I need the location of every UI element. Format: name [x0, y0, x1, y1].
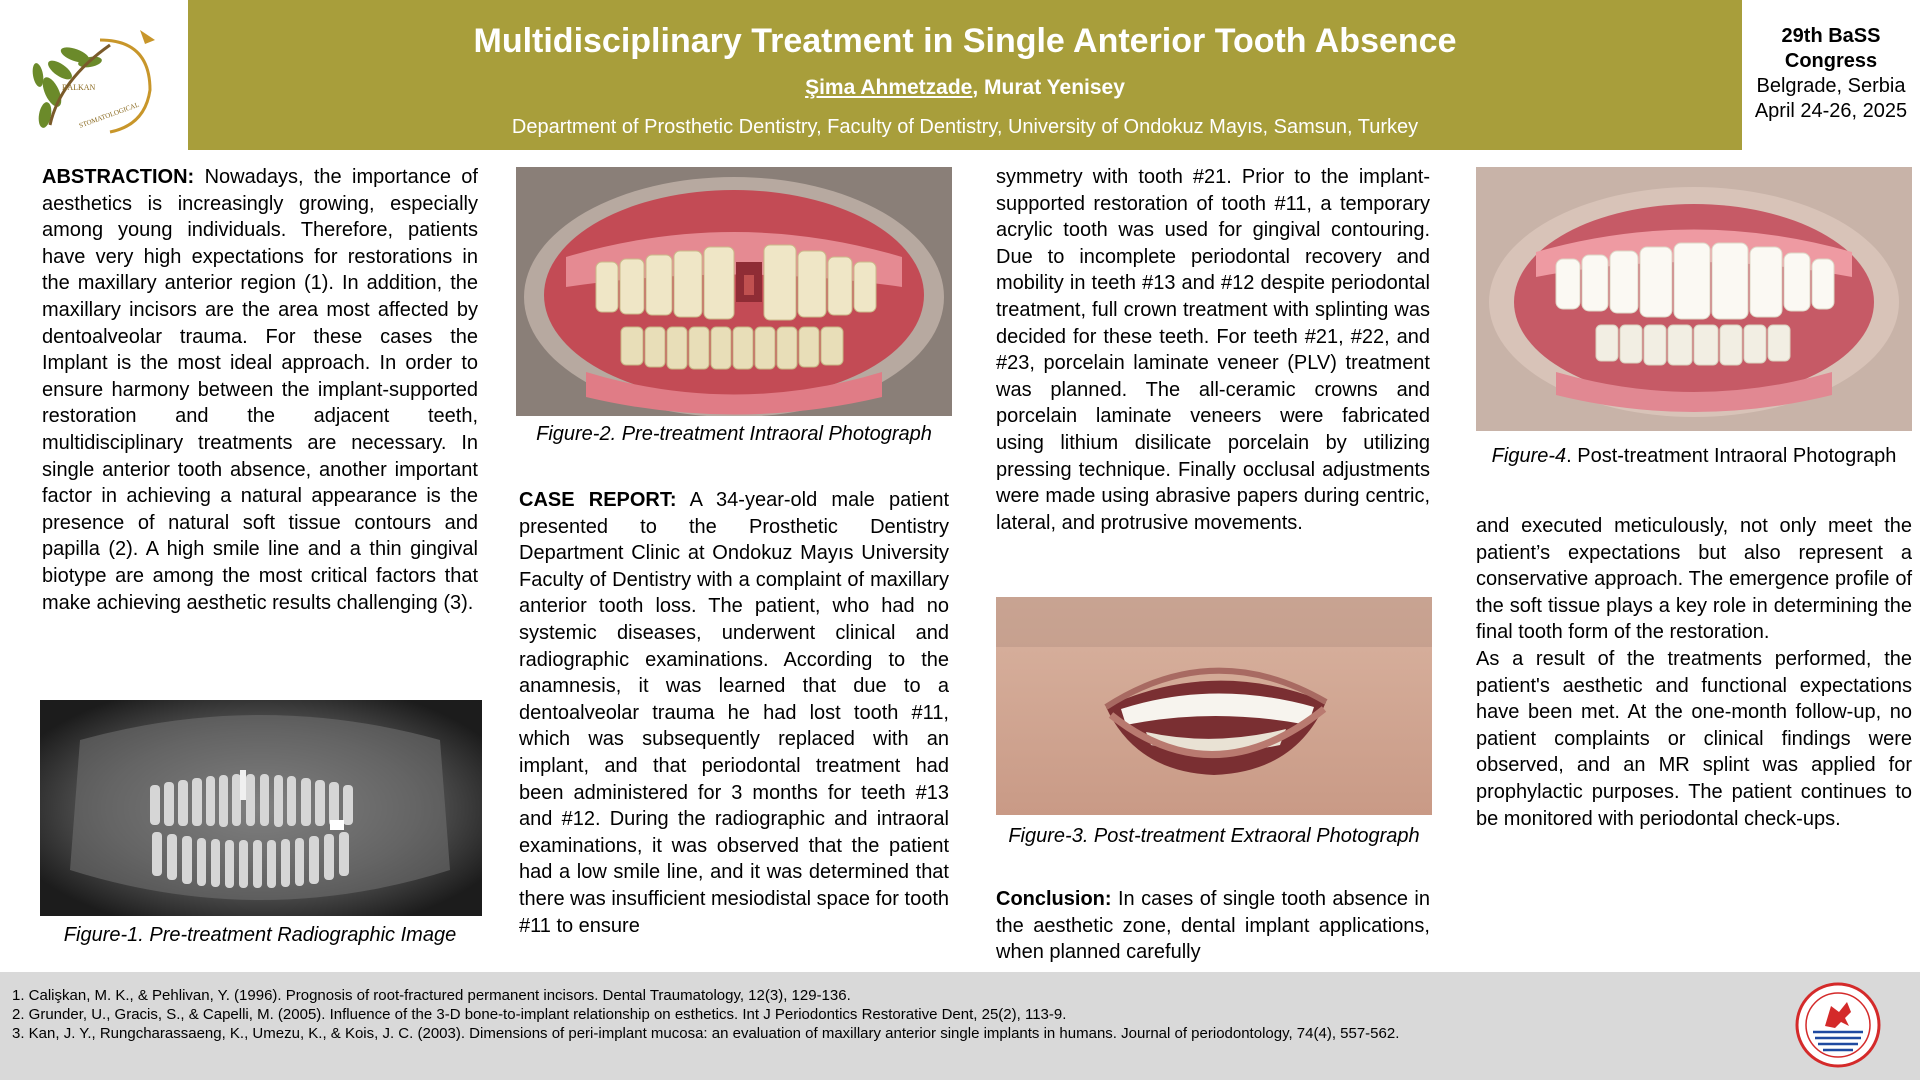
figure-4-caption	[1476, 443, 1912, 469]
svg-text:BALKAN: BALKAN	[62, 83, 96, 92]
balkan-society-logo	[0, 0, 188, 150]
poster-title: Multidisciplinary Treatment in Single Anterior Tooth Absence	[473, 22, 1457, 60]
figure-4-title: . Post-treatment Intraoral Photograph	[1566, 445, 1897, 467]
reference-item: 2. Grunder, U., Gracis, S., & Capelli, M. (2005). Influence of the 3-D bone-to-implant relationship on esthetics. Int J Periodontics Restorative Dent, 25(2), 113-9.	[12, 1006, 1067, 1023]
figure-2-intraoral-photo	[516, 167, 952, 416]
conclusion-continued	[1476, 513, 1912, 832]
figure-1-caption: Figure-1. Pre-treatment Radiographic Image	[63, 924, 457, 946]
abstract-heading: ABSTRACTION:	[42, 166, 195, 188]
case-report-heading: CASE REPORT:	[519, 489, 677, 511]
figure-4-label: Figure-4	[1491, 445, 1567, 467]
figure-4-intraoral-photo	[1476, 167, 1912, 431]
congress-name-line1: 29th BaSS	[1781, 25, 1881, 47]
case-report-continued-text: symmetry with tooth #21. Prior to the implant-supported restoration of tooth #11, a temporary acrylic tooth was used for gingival contouring. Due to incomplete periodontal recovery and mobility in teeth #13 and #12 despite periodontal treatment, full crown treatment with splinting was decided for these teeth. For teeth #21, #22, and #23, porcelain laminate veneer (PLV) treatment was planned. The all-ceramic crowns and porcelain laminate veneers were fabricated using lithium disilicate porcelain by utilizing pressing technique. Finally occlusal adjustments were made using abrasive papers during centric, lateral, and protrusive movements.	[996, 166, 1430, 534]
conclusion-section	[996, 886, 1430, 966]
svg-text:STOMATOLOGICAL: STOMATOLOGICAL	[77, 100, 141, 130]
conclusion-continued-text-2: As a result of the treatments performed, the patient's aesthetic and functional expectations have been met. At the one-month follow-up, no patient complaints or clinical findings were observed, and an MR splint was applied for prophylactic purposes. The patient continues to be monitored with periodontal check-ups.	[1476, 647, 1912, 830]
case-report-text: A 34-year-old male patient presented to the Prosthetic Dentistry Department Clinic at Ondokuz Mayıs University Faculty of Dentistry with a complaint of maxillary anterior tooth loss. The patient, who had no systemic diseases, underwent clinical and radiographic examinations. According to the anamnesis, it was learned that due to a dentoalveolar trauma he had lost tooth #11, which was subsequently replaced with an implant, and that periodontal treatment had been administered for 3 months for teeth #13 and #12. During the radiographic and intraoral examinations, it was observed that the patient had a low smile line, and it was determined that there was insufficient mesiodistal space for tooth #11 to ensure	[519, 489, 950, 937]
figure-3-caption: Figure-3. Post-treatment Extraoral Photograph	[1008, 825, 1420, 847]
author-separator: ,	[972, 76, 985, 99]
congress-name-line2: Congress	[1784, 50, 1878, 72]
department-affiliation: Department of Prosthetic Dentistry, Faculty of Dentistry, University of Ondokuz Mayıs, Samsun, Turkey	[511, 116, 1419, 138]
congress-dates: April 24-26, 2025	[1754, 100, 1908, 122]
conclusion-continued-text-1: and executed meticulously, not only meet the patient’s expectations but also represent a conservative approach. The emergence profile of the soft tissue plays a key role in determining the final tooth form of the restoration.	[1476, 515, 1912, 644]
author-line	[188, 76, 1742, 100]
references-footer	[0, 972, 1920, 1080]
reference-item: 1. Calişkan, M. K., & Pehlivan, Y. (1996). Prognosis of root-fractured permanent incisors. Dental Traumatology, 12(3), 129-136.	[12, 987, 851, 1004]
university-seal-logo	[1795, 982, 1881, 1068]
abstract-text: Nowadays, the importance of aesthetics is increasingly growing, especially among young individuals. Therefore, patients have very high expectations for restorations in the maxillary anterior region (1). In addition, the maxillary incisors are the area most affected by dentoalveolar trauma. For these cases the Implant is the most ideal approach. In order to ensure harmony between the implant-supported restoration and the adjacent teeth, multidisciplinary treatments are necessary. In single anterior tooth absence, another important factor in achieving a natural appearance is the presence of natural soft tissue contours and papilla (2). A high smile line and a thin gingival biotype are among the most critical factors that make achieving aesthetic results challenging (3).	[42, 166, 478, 614]
abstract-section	[42, 164, 478, 616]
case-report-section	[519, 487, 949, 939]
poster-header	[188, 0, 1742, 150]
conclusion-text: In cases of single tooth absence in the aesthetic zone, dental implant applications, when planned carefully	[996, 888, 1430, 964]
conclusion-heading: Conclusion:	[996, 888, 1112, 910]
references-list	[12, 986, 1399, 1043]
co-author: Murat Yenisey	[984, 76, 1125, 99]
congress-info	[1742, 0, 1920, 150]
reference-item: 3. Kan, J. Y., Rungcharassaeng, K., Umezu, K., & Kois, J. C. (2003). Dimensions of peri-implant mucosa: an evaluation of maxillary anterior single implants in humans. Journal of periodontology, 74(4), 557-562.	[12, 1025, 1400, 1042]
figure-2-caption: Figure-2. Pre-treatment Intraoral Photograph	[536, 423, 932, 445]
figure-3-extraoral-photo	[996, 597, 1432, 815]
figure-1-radiograph	[40, 700, 482, 916]
congress-location: Belgrade, Serbia	[1756, 75, 1906, 97]
presenting-author: Şima Ahmetzade	[805, 76, 973, 99]
case-report-continued	[996, 164, 1430, 536]
